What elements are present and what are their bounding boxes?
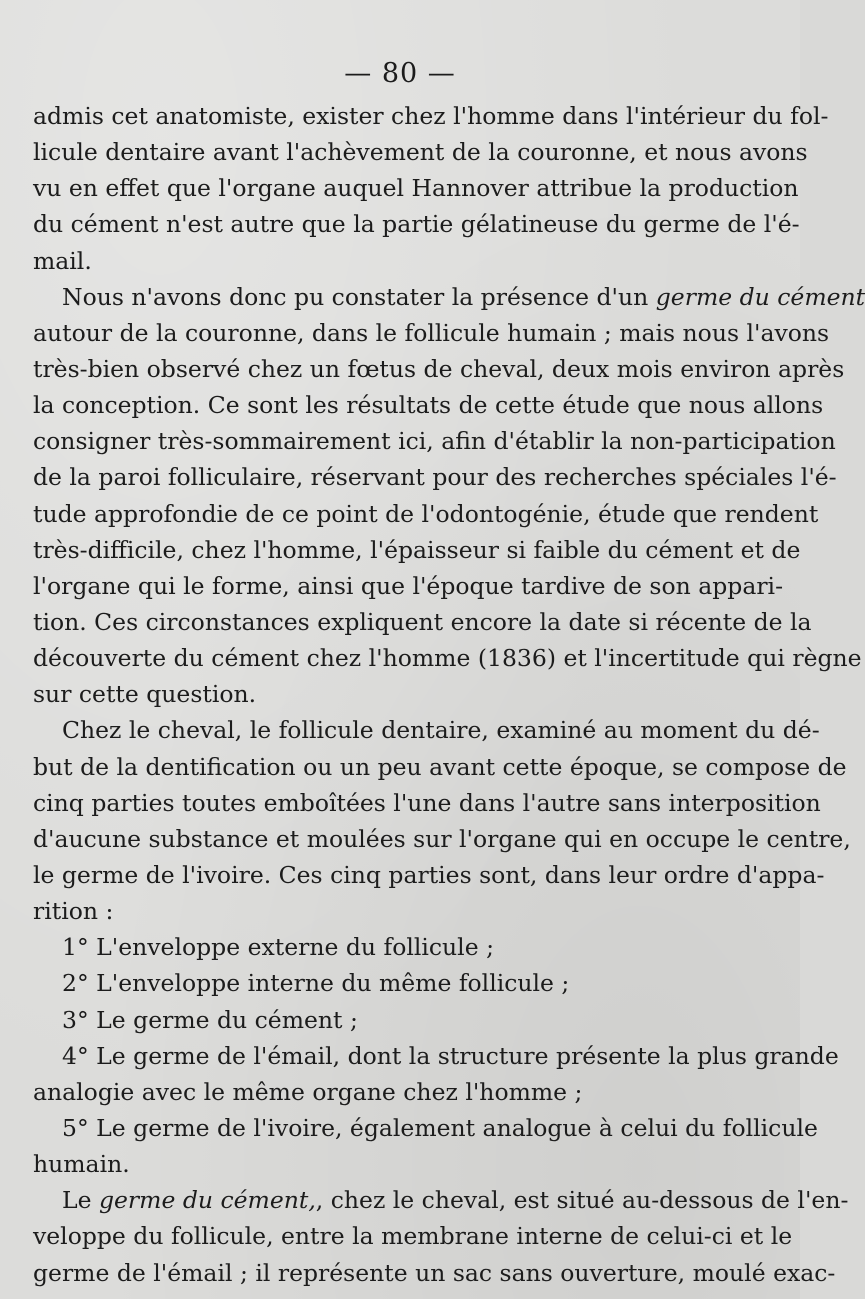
text-line: le germe de l'ivoire. Ces cinq parties sont, dans leur ordre d'appa- [33, 860, 825, 889]
text-line [33, 279, 865, 315]
text-line: l'organe qui le forme, ainsi que l'époque tardive de son appari- [33, 571, 784, 600]
text-line: vu en effet que l'organe auquel Hannover attribue la production [33, 174, 799, 203]
text-line: très-difficile, chez l'homme, l'épaisseur si faible du cément et de [33, 535, 801, 564]
text-line: but de la dentification ou un peu avant cette époque, se compose de [33, 752, 847, 781]
text-line: sur cette question. [33, 680, 257, 709]
text-line: veloppe du follicule, entre la membrane interne de celui-ci et le [33, 1222, 793, 1251]
text-run: , chez le cheval, est situé au-dessous de l'en- [315, 1186, 849, 1215]
text-line: d'aucune substance et moulées sur l'organe qui en occupe le centre, [33, 824, 851, 853]
list-item: 5° Le germe de l'ivoire, également analogue à celui du follicule [62, 1113, 818, 1142]
text-line: du cément n'est autre que la partie gélatineuse du germe de l'é- [33, 210, 800, 239]
text-line: autour de la couronne, dans le follicule humain ; mais nous l'avons [33, 318, 830, 347]
text-line: admis cet anatomiste, exister chez l'homme dans l'intérieur du fol- [33, 102, 829, 130]
text-line: très-bien observé chez un fœtus de cheval, deux mois environ après [33, 354, 845, 383]
list-item: 2° L'enveloppe interne du même follicule ; [62, 969, 570, 998]
italic-term: germe du cément, [98, 1186, 316, 1215]
text-line: cinq parties toutes emboîtées l'une dans l'autre sans interposition [33, 788, 821, 817]
text-run: Nous n'avons donc pu constater la présence d'un [62, 282, 656, 311]
list-item: 4° Le germe de l'émail, dont la structure présente la plus grande [62, 1041, 839, 1070]
italic-term: germe du cément [655, 282, 865, 311]
list-item: 3° Le germe du cément ; [62, 1005, 358, 1034]
text-line: Chez le cheval, le follicule dentaire, examiné au moment du dé- [62, 716, 820, 745]
list-item: 1° L'enveloppe externe du follicule ; [62, 933, 494, 962]
text-line: la conception. Ce sont les résultats de cette étude que nous allons [33, 391, 824, 420]
list-item-continuation: analogie avec le même organe chez l'homme ; [33, 1077, 583, 1106]
page-number: — 80 — [344, 58, 456, 89]
text-line [33, 1182, 849, 1218]
text-line: découverte du cément chez l'homme (1836) et l'incertitude qui règne [33, 644, 862, 673]
text-line: tude approfondie de ce point de l'odontogénie, étude que rendent [33, 499, 819, 528]
text-line: consigner très-sommairement ici, afin d'établir la non-participation [33, 427, 836, 456]
text-line: licule dentaire avant l'achèvement de la couronne, et nous avons [33, 138, 808, 167]
text-line: germe de l'émail ; il représente un sac sans ouverture, moulé exac- [33, 1258, 836, 1287]
body-text [33, 98, 865, 1291]
text-line: tion. Ces circonstances expliquent encore la date si récente de la [33, 607, 812, 636]
text-line: de la paroi folliculaire, réservant pour des recherches spéciales l'é- [33, 463, 837, 492]
text-run: Le [62, 1186, 99, 1215]
text-line: rition : [33, 897, 114, 926]
text-line: mail. [33, 246, 92, 275]
list-item-continuation: humain. [33, 1150, 130, 1179]
